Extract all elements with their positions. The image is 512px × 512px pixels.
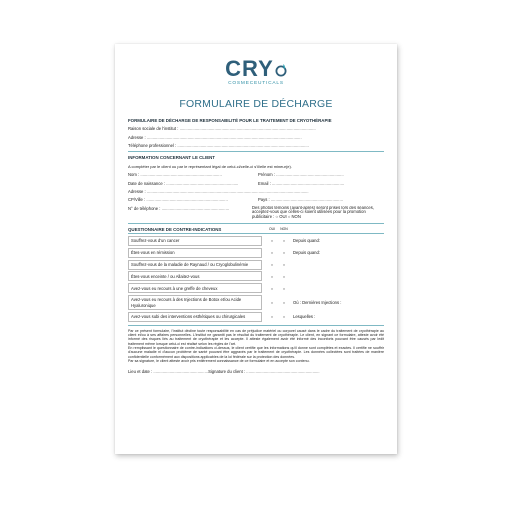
field-date-naissance[interactable]: Date de naissance : .............................................................. — [128, 180, 239, 186]
divider — [128, 223, 384, 224]
radio-non[interactable]: ○ — [282, 250, 286, 256]
field-telephone[interactable]: N° de téléphone : .......................................................... — [128, 205, 230, 211]
question-row: Avez-vous subi des interventions esthétiques ou chirurgicales ○ ○ Lesquelles : — [128, 312, 384, 322]
question-row: Avez-vous eu recours à une greffe de cheveux ○ ○ — [128, 283, 384, 293]
radio-non[interactable]: ○ — [282, 261, 286, 267]
radio-non[interactable]: ○ — [282, 285, 286, 291]
question-row: Êtes-vous en rémission ○ ○ Depuis quand: — [128, 248, 384, 258]
col-oui: OUI — [268, 226, 276, 231]
question-row: Souffrez-vous d'un cancer ○ ○ Depuis quand: — [128, 236, 384, 246]
radio-oui[interactable]: ○ — [270, 250, 274, 256]
droplet-icon — [275, 59, 287, 73]
field-nom[interactable]: Nom : ...................................................................... — [128, 172, 222, 178]
logo-subtitle: COSMECEUTICALS — [228, 81, 284, 86]
field-pays[interactable]: Pays : .............................................................. — [258, 197, 343, 203]
field-adresse-institut[interactable]: Adresse : ..................................................................................................................................... — [128, 134, 302, 140]
field-telephone-pro[interactable]: Téléphone professionnel : ................................................................................................................. — [128, 143, 309, 149]
radio-non[interactable]: ○ — [282, 273, 286, 279]
section-title-responsabilite: FORMULAIRE DE DÉCHARGE DE RESPONSABILITÉ POUR LE TRAITEMENT DE CRYOTHÉRAPIE — [128, 118, 332, 123]
signature-line[interactable]: Lieu et date : ...............................................Signature du client : ............................................................... — [128, 369, 320, 375]
field-prenom[interactable]: Prénom : .......................................................... — [258, 172, 344, 178]
radio-oui[interactable]: ○ — [270, 238, 274, 244]
col-non: NON — [280, 226, 288, 231]
page-title: FORMULAIRE DE DÉCHARGE — [179, 98, 333, 110]
brand-logo — [115, 58, 397, 86]
disclaimer-paragraph: Par ce présent formulaire, l'institut décline toute responsabilité en cas de préjudice matériel ou corporel causé dans le cadre du traitement de cryothérapie au client et/ou à ses affaires personnelles. L'institut ne garantit pas le résultat du traitement de cryothérapie. Le client, en signant ce formulaire, atteste avoir été informé des risques liés au traitement de cryothérapie et les accepte. Il atteste également avoir été informé des inconforts pouvant être causés par ledit traitement même lorsque celui-ci est réalisé selon les règles de l'art. — [128, 328, 384, 346]
disclaimer-paragraph: En remplissant le questionnaire de contre-indications ci-dessus, le client certifie que les informations qu'il donne sont complètes et exactes. Il certifie ne souffrir d'aucune maladie ni d'aucun problème de santé pouvant être aggravés par le traitement de cryothérapie. Les données collectées sont traitées de manière confidentielle conformément aux dispositions applicables de la loi fédérale sur la protection des données. — [128, 346, 384, 359]
client-intro: A compléter par le client ou par le représentant légal de celui-ci/celle-ci s'il/elle est mineur(e). — [128, 163, 292, 169]
question-row: Avez-vous eu recours à des Injections de Botox et/ou Acide Hyaluronique ○ ○ Où : Dernières Injections : — [128, 295, 384, 310]
radio-oui[interactable]: ○ — [270, 261, 274, 267]
question-row: Êtes-vous enceinte / ou Allaitez-vous ○ ○ — [128, 271, 384, 281]
radio-oui[interactable]: ○ — [270, 314, 274, 320]
radio-non[interactable]: ○ — [282, 299, 286, 305]
radio-oui[interactable]: ○ — [270, 285, 274, 291]
photos-consent: Des photos témoins (avant-après) seront prises lors des séances, acceptez-vous que celles-ci soient utilisées pour la promotion publicitaire : ○ OUI ○ NON — [252, 205, 374, 219]
divider — [128, 233, 384, 234]
radio-non[interactable]: ○ — [282, 238, 286, 244]
question-row: Souffrez-vous de la maladie de Raynaud / ou Cryoglobulinémie ○ ○ — [128, 260, 384, 270]
section-title-client: INFORMATION CONCERNANT LE CLIENT — [128, 155, 215, 161]
field-cp-ville[interactable]: CP/Ville : ...................................................................... — [128, 197, 228, 203]
disclaimer-paragraph: Par sa signature, le client atteste avoir pris entièrement connaissance de ce formulaire et en accepte son contenu. — [128, 358, 310, 363]
logo-wordmark: CRY — [225, 56, 274, 81]
consent-oui-radio[interactable]: ○ OUI — [275, 213, 287, 219]
divider — [128, 151, 384, 152]
field-adresse-client[interactable]: Adresse : ........................................................................................................................................... — [128, 188, 309, 194]
radio-oui[interactable]: ○ — [270, 273, 274, 279]
field-email[interactable]: Email : .............................................................. — [258, 180, 345, 186]
form-content — [128, 118, 384, 374]
discharge-form-page — [115, 44, 397, 454]
radio-oui[interactable]: ○ — [270, 299, 274, 305]
divider — [128, 325, 384, 326]
section-title-contre-indications: QUESTIONNAIRE DE CONTRE-INDICATIONS — [128, 226, 222, 232]
radio-non[interactable]: ○ — [282, 314, 286, 320]
consent-non-radio[interactable]: ○ NON — [287, 213, 301, 219]
field-raison-sociale[interactable]: Raison sociale de l'institut : ..................................................................................................................... — [128, 126, 316, 132]
